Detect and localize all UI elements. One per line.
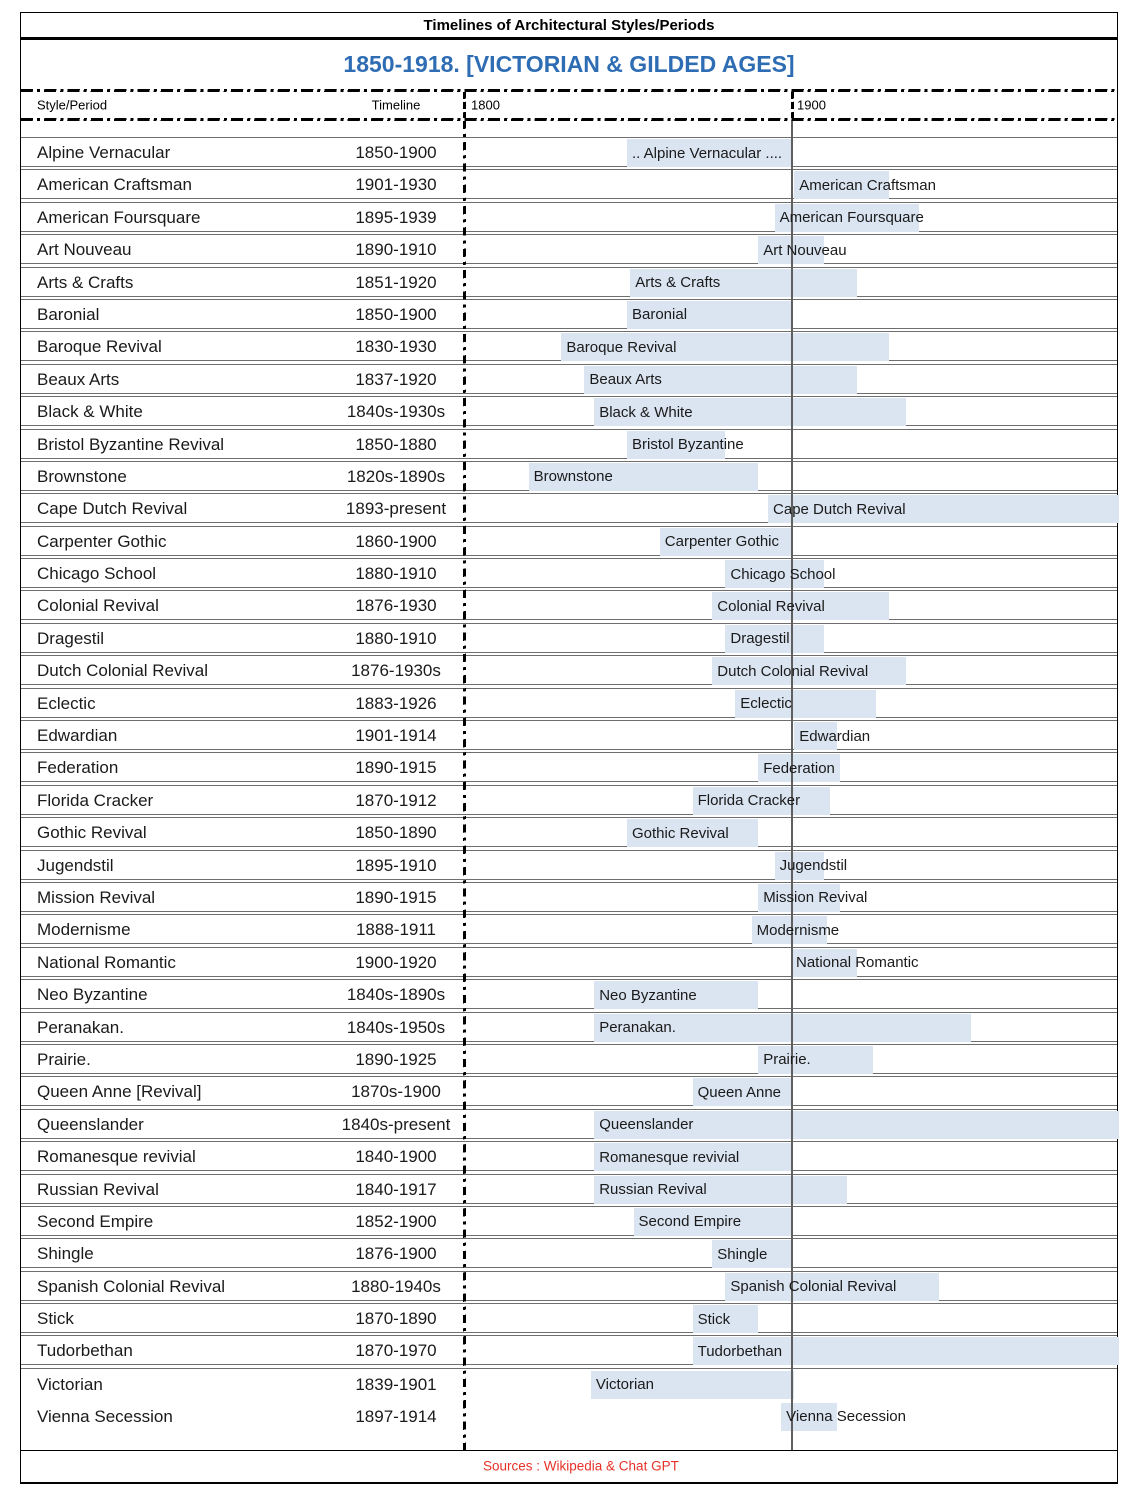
timeline-range: 1837-1920 xyxy=(355,369,437,389)
bar-label: Modernisme xyxy=(756,921,840,939)
table-subtitle-row xyxy=(21,40,1117,89)
timeline-range: 1870-1970 xyxy=(355,1341,437,1361)
timeline-range: 1880-1940s xyxy=(351,1276,441,1296)
style-name: Chicago School xyxy=(37,564,157,584)
table-row xyxy=(21,169,1117,199)
bar-label: Brownstone xyxy=(533,468,613,486)
timeline-zone xyxy=(463,948,1119,978)
style-name: Vienna Secession xyxy=(37,1406,173,1426)
table-row xyxy=(21,752,1117,782)
bar-label: Cape Dutch Revival xyxy=(773,500,906,518)
style-name: Tudorbethan xyxy=(37,1341,133,1361)
table-row xyxy=(21,234,1117,264)
style-name: Spanish Colonial Revival xyxy=(37,1276,226,1296)
timeline-zone xyxy=(463,203,1119,233)
bar-label: Vienna Secession xyxy=(786,1408,906,1426)
table-row xyxy=(21,430,1117,460)
bar-label: Dragestil xyxy=(730,630,790,648)
timeline-range: 1880-1910 xyxy=(355,628,437,648)
style-name: Neo Byzantine xyxy=(37,985,148,1005)
timeline-range: 1839-1901 xyxy=(355,1374,437,1394)
timeline-zone xyxy=(463,883,1119,913)
style-name: Federation xyxy=(37,758,119,778)
axis-tick-1900 xyxy=(791,92,794,118)
bar-label: Spanish Colonial Revival xyxy=(730,1278,897,1296)
timeline-zone xyxy=(463,591,1119,621)
timeline-range: 1840-1917 xyxy=(355,1179,437,1199)
style-name: National Romantic xyxy=(37,952,176,972)
style-name: Second Empire xyxy=(37,1211,154,1231)
table-title-row xyxy=(21,13,1117,40)
style-name: Cape Dutch Revival xyxy=(37,499,188,519)
table-row xyxy=(21,1109,1117,1139)
table-row xyxy=(21,1174,1117,1204)
timeline-range: 1890-1910 xyxy=(355,240,437,260)
timeline-zone xyxy=(463,786,1119,816)
bar-label: Chicago School xyxy=(730,565,836,583)
bar-label: Art Nouveau xyxy=(763,241,847,259)
table-row xyxy=(21,882,1117,912)
table-row xyxy=(21,720,1117,750)
timeline-range: 1840s-1930s xyxy=(346,402,446,422)
table-row xyxy=(21,559,1117,589)
style-name: Gothic Revival xyxy=(37,823,147,843)
table-row xyxy=(21,883,1117,913)
timeline-range: 1870s-1900 xyxy=(351,1082,441,1102)
bar-label: Black & White xyxy=(599,403,693,421)
table-row xyxy=(21,786,1117,816)
bar-label: American Foursquare xyxy=(779,209,924,227)
column-header-row xyxy=(21,92,1117,118)
style-name: Eclectic xyxy=(37,693,96,713)
bar-label: Carpenter Gothic xyxy=(664,533,780,551)
table-row xyxy=(21,1045,1117,1075)
timeline-range: 1900-1920 xyxy=(355,952,437,972)
style-name: Prairie. xyxy=(37,1049,91,1069)
timeline-range: 1860-1900 xyxy=(355,531,437,551)
timeline-zone xyxy=(463,559,1119,589)
style-name: Brownstone xyxy=(37,466,127,486)
column-header-style-period: Style/Period xyxy=(37,97,108,113)
timeline-range: 1895-1939 xyxy=(355,207,437,227)
timeline-range: 1840s-1890s xyxy=(346,985,446,1005)
bar-label: Eclectic xyxy=(740,695,792,713)
style-name: Mission Revival xyxy=(37,887,156,907)
timeline-range: 1840-1900 xyxy=(355,1147,437,1167)
style-name: Baronial xyxy=(37,304,100,324)
timeline-range: 1830-1930 xyxy=(355,337,437,357)
column-header-timeline: Timeline xyxy=(371,97,421,113)
timeline-range: 1901-1930 xyxy=(355,175,437,195)
style-name: Victorian xyxy=(37,1374,103,1394)
timeline-range: 1850-1890 xyxy=(355,823,437,843)
bar-label: Gothic Revival xyxy=(632,824,729,842)
timeline-range: 1850-1900 xyxy=(355,143,437,162)
table-row xyxy=(21,624,1117,654)
timeline-zone xyxy=(463,915,1119,945)
table-row xyxy=(21,1013,1117,1043)
bar-label: Florida Cracker xyxy=(697,792,801,810)
sources-row xyxy=(21,1450,1117,1482)
table-row xyxy=(21,331,1117,361)
timeline-range: 1870-1890 xyxy=(355,1309,437,1329)
timeline-range: 1851-1920 xyxy=(355,272,437,292)
table-row xyxy=(21,364,1117,394)
table-row xyxy=(21,1370,1117,1400)
bar-label: Prairie. xyxy=(763,1051,811,1069)
bar-label: Shingle xyxy=(717,1245,768,1263)
style-name: Russian Revival xyxy=(37,1179,159,1199)
table-row xyxy=(21,138,1117,168)
table-row xyxy=(21,1272,1117,1302)
axis-label-1900: 1900 xyxy=(797,97,826,113)
bar-label: Baronial xyxy=(632,306,688,324)
timeline-zone xyxy=(463,235,1119,265)
style-name: Stick xyxy=(37,1309,74,1329)
table-row xyxy=(21,494,1117,524)
timeline-range: 1883-1926 xyxy=(355,693,437,713)
table-row xyxy=(21,1141,1117,1171)
timeline-zone xyxy=(463,1402,1119,1432)
timeline-zone xyxy=(463,689,1119,719)
style-name: Edwardian xyxy=(37,726,118,746)
table-row xyxy=(21,948,1117,978)
table-row xyxy=(21,365,1117,395)
table-row xyxy=(21,979,1117,1009)
table-row xyxy=(21,785,1117,815)
bar-label: Queen Anne xyxy=(697,1083,782,1101)
table-row xyxy=(21,721,1117,751)
table-row xyxy=(21,689,1117,719)
table-row xyxy=(21,462,1117,492)
style-name: Queenslander xyxy=(37,1114,144,1134)
table-row xyxy=(21,461,1117,491)
timeline-zone xyxy=(463,851,1119,881)
timeline-range: 1901-1914 xyxy=(355,726,437,746)
table-row xyxy=(21,1077,1117,1107)
style-name: American Craftsman xyxy=(37,175,192,195)
table-row xyxy=(21,753,1117,783)
table-row xyxy=(21,1012,1117,1042)
style-name: Black & White xyxy=(37,402,143,422)
table-row xyxy=(21,1271,1117,1301)
style-name: Beaux Arts xyxy=(37,369,120,389)
table-row xyxy=(21,170,1117,200)
table-row xyxy=(21,655,1117,685)
style-name: Arts & Crafts xyxy=(37,272,134,292)
table-row xyxy=(21,1238,1117,1268)
table-row xyxy=(21,202,1117,232)
table-row xyxy=(21,299,1117,329)
table-row xyxy=(21,332,1117,362)
style-name: Alpine Vernacular xyxy=(37,143,171,162)
timeline-table xyxy=(20,12,1118,1484)
style-name: Baroque Revival xyxy=(37,337,162,357)
table-row xyxy=(21,980,1117,1010)
bar-label: National Romantic xyxy=(796,954,919,972)
bar-label: Second Empire xyxy=(638,1213,742,1231)
table-row xyxy=(21,947,1117,977)
bar-label: American Craftsman xyxy=(799,176,936,194)
table-row xyxy=(21,203,1117,233)
bar-label: Mission Revival xyxy=(763,889,868,907)
style-name: Peranakan. xyxy=(37,1017,124,1037)
timeline-range: 1897-1914 xyxy=(355,1406,437,1426)
timeline-range: 1870-1912 xyxy=(355,790,437,810)
bar-label: Neo Byzantine xyxy=(599,986,697,1004)
timeline-range: 1876-1930 xyxy=(355,596,437,616)
bar-label: Stick xyxy=(697,1310,731,1328)
table-row xyxy=(21,1336,1117,1366)
style-name: Jugendstil xyxy=(37,855,114,875)
timeline-range: 1890-1915 xyxy=(355,887,437,907)
timeline-range: 1895-1910 xyxy=(355,855,437,875)
table-row xyxy=(21,235,1117,265)
table-row xyxy=(21,1044,1117,1074)
timeline-range: 1890-1925 xyxy=(355,1049,437,1069)
table-row xyxy=(21,558,1117,588)
gridline-1800 xyxy=(463,121,466,1450)
table-row xyxy=(21,851,1117,881)
bar-label: Romanesque revivial xyxy=(599,1148,740,1166)
style-name: Dragestil xyxy=(37,628,105,648)
style-name: Colonial Revival xyxy=(37,596,159,616)
axis-tick-1800 xyxy=(463,92,466,118)
table-row xyxy=(21,656,1117,686)
timeline-range: 1880-1910 xyxy=(355,564,437,584)
page-title: Timelines of Architectural Styles/Periods xyxy=(423,16,715,34)
gantt-chart-body xyxy=(21,121,1117,1450)
style-name: Dutch Colonial Revival xyxy=(37,661,209,681)
table-row xyxy=(21,1303,1117,1333)
style-name: Bristol Byzantine Revival xyxy=(37,434,225,454)
table-row xyxy=(21,818,1117,848)
table-row xyxy=(21,914,1117,944)
bar-label: Bristol Byzantine xyxy=(632,436,744,454)
chart-subtitle: 1850-1918. [VICTORIAN & GILDED AGES] xyxy=(343,51,795,77)
bar-label: Arts & Crafts xyxy=(635,274,721,292)
timeline-range: 1852-1900 xyxy=(355,1211,437,1231)
table-row xyxy=(21,1076,1117,1106)
bar-label: Russian Revival xyxy=(599,1181,707,1198)
table-row xyxy=(21,267,1117,297)
bar-label: Tudorbethan xyxy=(697,1342,783,1360)
bar-label: Edwardian xyxy=(799,727,871,745)
table-row xyxy=(21,817,1117,847)
table-row xyxy=(21,590,1117,620)
style-name: Carpenter Gothic xyxy=(37,531,167,551)
table-row xyxy=(21,1175,1117,1205)
style-name: Modernisme xyxy=(37,920,131,940)
table-row xyxy=(21,137,1117,167)
table-row xyxy=(21,397,1117,427)
table-row xyxy=(21,850,1117,880)
style-name: American Foursquare xyxy=(37,207,201,227)
bar-label: Beaux Arts xyxy=(589,371,662,389)
table-row xyxy=(21,623,1117,653)
style-name: Queen Anne [Revival] xyxy=(37,1082,202,1102)
sources-note: Sources : Wikipedia & Chat GPT xyxy=(483,1458,679,1474)
bar-label: Dutch Colonial Revival xyxy=(717,662,869,680)
timeline-zone xyxy=(463,656,1119,686)
table-row xyxy=(21,1304,1117,1334)
table-row xyxy=(21,493,1117,523)
bar-label: Jugendstil xyxy=(779,857,848,875)
table-row xyxy=(21,1207,1117,1237)
timeline-range: 1888-1911 xyxy=(355,920,437,940)
table-row xyxy=(21,268,1117,298)
table-row xyxy=(21,915,1117,945)
timeline-range: 1840s-present xyxy=(341,1114,451,1134)
table-row xyxy=(21,1110,1117,1140)
timeline-range: 1890-1915 xyxy=(355,758,437,778)
table-row xyxy=(21,1335,1117,1365)
table-row xyxy=(21,1206,1117,1236)
timeline-range: 1876-1900 xyxy=(355,1244,437,1264)
timeline-range: 1876-1930s xyxy=(351,661,441,681)
timeline-zone xyxy=(463,1272,1119,1302)
table-row xyxy=(21,396,1117,426)
bar-label: Queenslander xyxy=(599,1116,694,1134)
table-row xyxy=(21,688,1117,718)
bar-label: Peranakan. xyxy=(599,1019,676,1037)
style-name: Romanesque revivial xyxy=(37,1147,196,1167)
style-name: Art Nouveau xyxy=(37,240,132,260)
table-row xyxy=(21,591,1117,621)
table-row xyxy=(21,526,1117,556)
merged-row-block xyxy=(21,1368,1117,1450)
bar-label: Federation xyxy=(763,759,835,777)
timeline-range: 1893-present xyxy=(345,499,447,519)
bar-label: Colonial Revival xyxy=(717,597,825,615)
style-name: Florida Cracker xyxy=(37,790,154,810)
axis-label-1800: 1800 xyxy=(471,97,500,113)
bar-label: .. Alpine Vernacular .... xyxy=(632,144,783,162)
table-row xyxy=(21,527,1117,557)
timeline-range: 1850-1880 xyxy=(355,434,437,454)
style-name: Shingle xyxy=(37,1244,94,1264)
timeline-zone xyxy=(463,494,1119,524)
table-row xyxy=(21,1142,1117,1172)
timeline-range: 1850-1900 xyxy=(355,304,437,324)
table-row xyxy=(21,300,1117,330)
timeline-zone xyxy=(463,753,1119,783)
bar-label: Victorian xyxy=(595,1376,654,1394)
timeline-range: 1840s-1950s xyxy=(346,1017,446,1037)
table-row xyxy=(21,1402,1117,1432)
timeline-range: 1820s-1890s xyxy=(346,466,446,486)
table-row xyxy=(21,1239,1117,1269)
timeline-zone xyxy=(463,1045,1119,1075)
table-row xyxy=(21,429,1117,459)
bar-label: Baroque Revival xyxy=(566,338,677,356)
